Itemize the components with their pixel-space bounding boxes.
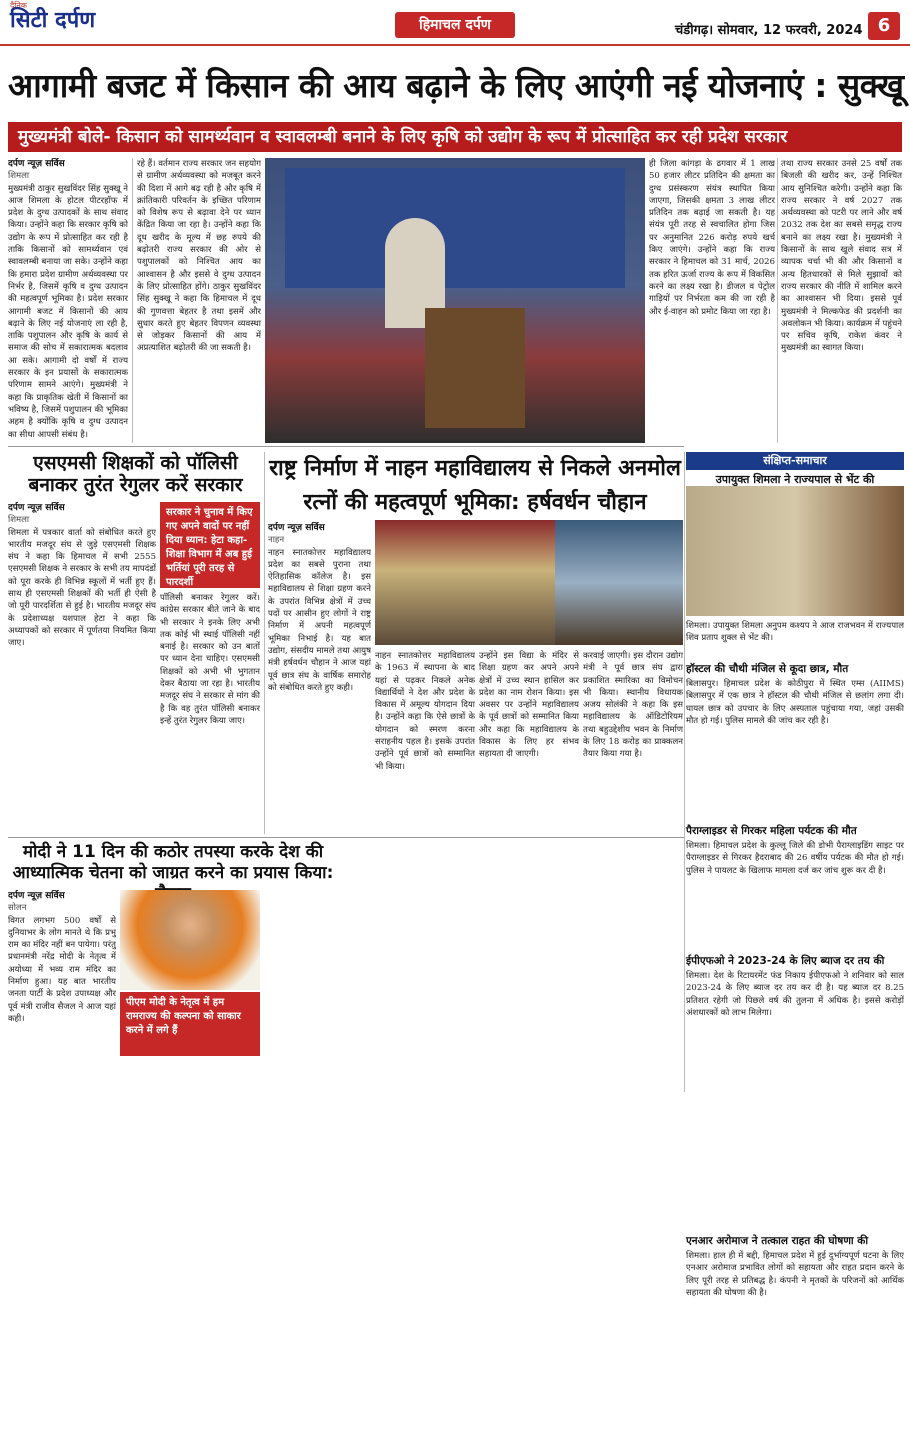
lead-byline: दर्पण न्यूज़ सर्विस — [8, 159, 65, 169]
lead-column-4: ही जिला कांगड़ा के ढगवार में 1 लाख 50 हजार लीटर प्रतिदिन की क्षमता का दुग्ध प्रसंस्करण संयंत्र स्थापित किया जाएगा, जिसकी क्षमता 3 लाख लीटर प्रतिदिन तक बढ़ाई जा सकती है। यह संयंत्र पूरी तरह से स्वचालित होगा जिस पर अनुमानित 226 करोड़ रुपये खर्च किए जाएंगे। उन्होंने कहा कि राज्य सरकार ने हिमाचल को 31 मार्च, 2026 तक हरित ऊर्जा राज्य के रूप में विकसित करने का लक्ष्य रखा है। डीजल व पेट्रोल गाड़ियों पर निर्भरता कम की जा रही है और ई-वाहन को प्रमोट किया जा रहा है। — [649, 159, 775, 317]
lead-column-2: रहे हैं। वर्तमान राज्य सरकार जन सहयोग से ग्रामीण अर्थव्यवस्था को मजबूत करने की दिशा में आगे बढ़ रही है और कृषि में क्रांतिकारी परिवर्तन के इच्छित परिणाम को विशेष रूप से बढ़ावा देने पर ध्यान केंद्रित किया जा रहा है। उन्होंने कहा कि दूध खरीद के मूल्य में छह रुपये की बढ़ोतरी राज्य सरकार की ओर से पशुपालकों को निश्चित आय का आश्वासन है और इससे वे दुग्ध उत्पादन के लिए प्रोत्साहित होंगे। ठाकुर सुखविंदर सिंह सुक्खू ने कहा कि हिमाचल में दूध की गुणवत्ता बेहतर है तथा इसमें और सुधार करते हुए बेहतर विपणन व्यवस्था से जोड़कर किसानों की आय में अप्रत्याशित बढ़ोतरी की जा सकती है। — [137, 159, 261, 354]
college-ceremony-photo — [555, 520, 683, 645]
lead-column-5: तथा राज्य सरकार उनसे 25 वर्षों तक बिजली की खरीद कर, उन्हें निश्चित आय सुनिश्चित करेगी। उन्होंने कहा कि राज्य सरकार ने वर्ष 2027 तक अर्थव्यवस्था को पटरी पर लाने और वर्ष 2032 तक देश का सबसे समृद्ध राज्य बनाने का लक्ष्य रखा है। मुख्यमंत्री ने किसानों के साथ खुले संवाद सत्र में व्यापक चर्चा भी की और किसानों व अन्य हितधारकों से मिले सुझावों को राज्य सरकार की नीति में शामिल करने का आश्वासन भी दिया। इससे पूर्व मुख्यमंत्री ने मिल्कफेड की प्रदर्शनी का अवलोकन भी किया। कार्यक्रम में पहुंचने पर सचिव कृषि, राकेश कंवर ने मुख्यमंत्री का स्वागत किया। — [781, 159, 902, 354]
brief-paraglider-headline: पैराग्लाइडर से गिरकर महिला पर्यटक की मौत — [686, 825, 857, 837]
saizal-headline: मोदी ने 11 दिन की कठोर तपस्या करके देश की आध्यात्मिक चेतना को जाग्रत करने का प्रयास किया: — [12, 842, 334, 883]
college-byline: दर्पण न्यूज़ सर्विस — [268, 523, 325, 533]
column-divider — [684, 452, 685, 1092]
brief-hostel-headline: हॉस्टल की चौथी मंजिल से कूदा छात्र, मौत — [686, 663, 849, 675]
smc-headline: एसएमसी शिक्षकों को पॉलिसी बनाकर तुरंत रेगुलर करें सरकार — [28, 452, 243, 496]
college-event-photo — [375, 520, 555, 645]
brief-governor-headline: उपायुक्त शिमला ने राज्यपाल से भेंट की — [715, 473, 875, 486]
college-col1-text: नाहन स्नातकोत्तर महाविद्यालय प्रदेश का सबसे पुराना तथा ऐतिहासिक कॉलेज है। इस महाविद्यालय से शिक्षा ग्रहण करने के उपरांत विभिन्न क्षेत्रों में उच्च पदों पर आसीन हुए लोगों ने राष्ट्र निर्माण में अपनी महत्वपूर्ण भूमिका निभाई है। यह बात उद्योग, संसदीय मामले तथा आयुष मंत्री हर्षवर्धन चौहान ने आज यहां पूर्व छात्र संघ के वार्षिक समारोह को संबोधित करते हुए कही। — [268, 547, 371, 693]
governor-meeting-photo — [686, 486, 904, 616]
smc-column-1 — [8, 502, 156, 832]
brief-hostel-text: बिलासपुर। हिमाचल प्रदेश के कोठीपुरा में स्थित एम्स (AIIMS) बिलासपुर में एक छात्र ने हॉस्टल की चौथी मंजिल से छलांग लगा दी। घायल छात्र को उपचार के लिए अस्पताल पहुंचाया गया, जहां उसकी मौत हो गई। पुलिस मामले की जांच कर रही है। — [686, 679, 904, 726]
saizal-col1-text: विगत लगभग 500 वर्षों से दुनियाभर के लोग मानते थे कि प्रभु राम का मंदिर नहीं बन पायेगा। परंतु प्रधानमंत्री नरेंद्र मोदी के नेतृत्व में अयोध्या में भव्य राम मंदिर का निर्माण हुआ। यह बात भारतीय जनता पार्टी के प्रदेश उपाध्यक्ष और पूर्व मंत्री राजीव सैजल ने आज यहां कही। — [8, 915, 116, 1024]
cm-event-photo — [265, 158, 645, 443]
dateline: चंडीगढ़। सोमवार, 12 फरवरी, 2024 — [675, 23, 863, 38]
brief-epfo-text: शिमला। देश के रिटायरमेंट फंड निकाय ईपीएफओ ने शनिवार को साल 2023-24 के लिए ब्याज दर तय कर दी है। यह ब्याज दर 8.25 प्रतिशत रहेगी जो पिछले वर्ष की तुलना में अधिक है। इससे करोड़ों अंशधारकों को लाभ मिलेगा। — [686, 971, 904, 1018]
college-headline: राष्ट्र निर्माण में नाहन महाविद्यालय से निकले अनमोल रत्नों की महत्वपूर्ण भूमिका: हर्षवर्धन चौहान — [269, 456, 681, 515]
briefs-header: संक्षिप्त-समाचार — [686, 452, 904, 470]
photo-banner — [285, 168, 625, 288]
brief-epfo-headline: ईपीएफओ ने 2023-24 के लिए ब्याज दर तय की — [686, 955, 885, 967]
lead-column-1 — [8, 158, 128, 443]
column-divider — [264, 452, 265, 834]
college-column-3: उन्होंने इस विद्या के मंदिर से शिक्षा ग्रहण कर अपने अपने क्षेत्रों में उच्च स्थान हासिल कर प्रदेश का नाम रोशन किया। इस अवसर पर उन्होंने महाविद्यालय के पूर्व छात्रों को सम्मानित किया और कहा कि महाविद्यालय के विकास के लिए हर संभव सहायता दी जाएगी। — [479, 651, 579, 760]
page-number: 6 — [868, 12, 900, 40]
brief-aromas-text: शिमला। हाल ही में बद्दी, हिमाचल प्रदेश में हुई दुर्भाग्यपूर्ण घटना के लिए एनआर अरोमाज प्रभावित लोगों को सहायता और राहत प्रदान करने के लिए पूरी तरह से प्रतिबद्ध है। कंपनी ने मृतकों के परिजनों को आर्थिक सहायता की घोषणा की है। — [686, 1251, 904, 1298]
smc-byline: दर्पण न्यूज़ सर्विस — [8, 503, 65, 513]
brand-tagline: दैनिक — [10, 1, 27, 10]
section-tab: हिमाचल दर्पण — [395, 12, 515, 38]
smc-col1-text: शिमला में पत्रकार वार्ता को संबोधित करते हुए भारतीय मजदूर संघ से जुड़े एसएमसी शिक्षक संघ ने कहा कि हिमाचल में सभी 2555 एसएमसी शिक्षक ने सरकार के सभी तय मापदंडों को पूरा करके ही विभिन्न स्कूलों में भर्ती हुए हैं। साथ ही एसएमसी शिक्षकों की भर्ती ही ऐसी है जो पूरी पारदर्शिता से हुई है। भारतीय मजदूर संघ के प्रदेशाध्यक्ष यशपाल हेटा ने कहा कि अध्यापकों को सरकार में पूर्णतया नियमित किया जाए। — [8, 527, 156, 649]
college-place: नाहन — [268, 535, 285, 546]
section-divider — [8, 837, 684, 838]
lead-col1-text: मुख्यमंत्री ठाकुर सुखविंदर सिंह सुक्खू ने आज शिमला के होटल पीटरहॉफ में प्रदेश के दुग्ध उत्पादकों के साथ संवाद किया। उन्होंने कहा कि सरकार कृषि को उद्योग के रूप में प्रोत्साहित कर रही है ताकि किसानों को सामर्थ्यवान एवं स्वावलम्बी बनाया जा सके। उन्होंने कहा कि हमारा प्रदेश ग्रामीण अर्थव्यवस्था पर निर्भर है, जिसमें कृषि व दुग्ध उत्पादन की महत्वपूर्ण भूमिका है। प्रदेश सरकार आगामी बजट में किसानों की आय बढ़ाने के लिए नई योजनाएं ला रही है, ताकि पशुपालन और कृषि के कार्य से समाज की सोच में सकारात्मक बदलाव आ सके। आगामी दो वर्षों में राज्य सरकार के इन प्रयासों के सकारात्मक परिणाम सामने आएंगे। मुख्यमंत्री ने कहा कि प्राकृतिक खेती में किसानों का भविष्य है, जिसमें पशुपालन की भूमिका अहम है क्योंकि कृषि व दुग्ध उत्पादन का सीधा आपसी संबंध है। — [8, 183, 128, 440]
lead-strap: मुख्यमंत्री बोले- किसान को सामर्थ्यवान व स्वावलम्बी बनाने के लिए कृषि को उद्योग के रूप में प्रोत्साहित कर रही प्रदेश सरकार — [8, 122, 902, 152]
saizal-place: सोलन — [8, 903, 27, 914]
college-column-4: करवाई जाएगी। इस दौरान उद्योग मंत्री ने पूर्व छात्र संघ द्वारा प्रकाशित स्मारिका का विमोचन भी किया। स्थानीय विधायक अजय सोलंकी ने कहा कि इस महाविद्यालय के ऑडिटोरियम तथा बहुउद्देशीय भवन के निर्माण के लिए 18 करोड़ का प्राक्कलन तैयार किया गया है। — [583, 651, 683, 760]
section-divider — [8, 446, 684, 447]
governor-caption: शिमला। उपायुक्त शिमला अनुपम कश्यप ने आज राजभवन में राज्यपाल शिव प्रताप शुक्ल से भेंट की। — [686, 621, 904, 644]
college-column-2: नाहन स्नातकोत्तर महाविद्यालय के 1963 में स्थापना के बाद यहां से पढ़कर निकले अनेक विद्यार्थियों ने देश और प्रदेश के विकास में अमूल्य योगदान दिया है। उन्होंने कहा कि ऐसे छात्रों के योगदान को स्मरण करना सराहनीय पहल है। इसके उपरांत उन्होंने पूर्व छात्रों को सम्मानित भी किया। — [375, 651, 475, 772]
brief-aromas-headline: एनआर अरोमाज ने तत्काल राहत की घोषणा की — [686, 1235, 869, 1247]
saizal-byline: दर्पण न्यूज़ सर्विस — [8, 891, 65, 901]
smc-place: शिमला — [8, 515, 30, 526]
brief-paraglider-text: शिमला। हिमाचल प्रदेश के कुल्लू जिले की डोभी पैराग्लाइडिंग साइट पर पैराग्लाइडर से गिरकर हैदराबाद की 26 वर्षीय पर्यटक की मौत हो गई। पुलिस ने पायलट के खिलाफ मामला दर्ज कर जांच शुरू कर दी है। — [686, 841, 904, 876]
masthead — [0, 0, 910, 46]
saizal-callout: पीएम मोदी के नेतृत्व में हम रामराज्य की कल्पना को साकार करने में लगे हैं — [120, 992, 260, 1056]
column-divider — [777, 158, 778, 443]
newspaper-logo: सिटी दर्पण — [10, 8, 96, 33]
smc-column-2: पॉलिसी बनाकर रेगुलर करें। कांग्रेस सरकार बीते जाने के बाद भी सरकार ने इनके लिए अभी तक कोई भी स्थाई पॉलिसी नहीं बनाई है। सरकार को उन बातों पर ध्यान देना चाहिए। एसएमसी शिक्षकों को अभी भी भुगतान देकर बैठाया जा रहा है। भारतीय मजदूर संघ ने सरकार से मांग की है कि वह तुरंत पॉलिसी बनाकर इन्हें तुरंत रेगुलर किया जाए। — [160, 593, 260, 726]
column-divider — [132, 158, 133, 443]
college-column-1 — [268, 522, 371, 832]
photo-podium — [425, 308, 525, 428]
saizal-portrait — [120, 890, 260, 990]
smc-callout: सरकार ने चुनाव में किए गए अपने वादों पर नहीं दिया ध्यान: हेटा कहा- शिक्षा विभाग में अब हुई भर्तियां पूरी तरह से पारदर्शी — [160, 502, 260, 588]
lead-place: शिमला — [8, 171, 30, 182]
lead-headline: आगामी बजट में किसान की आय बढ़ाने के लिए आएंगी नई योजनाएं : सुक्खू — [8, 66, 904, 105]
saizal-column-1 — [8, 890, 116, 1090]
